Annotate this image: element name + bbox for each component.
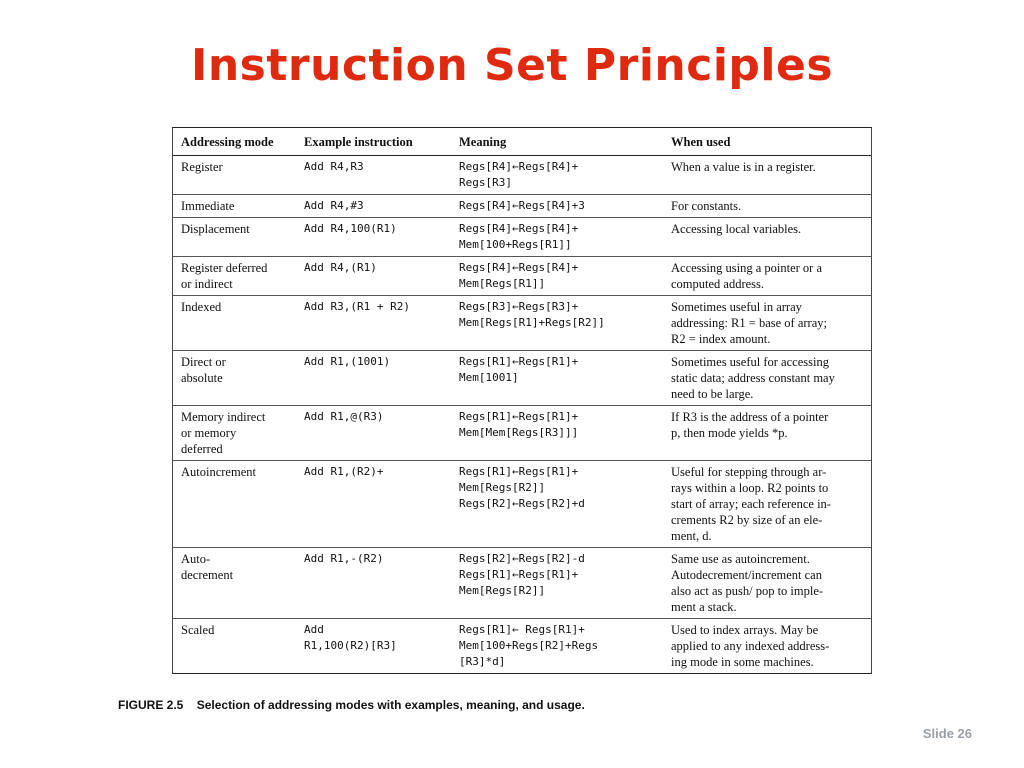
cell-example-line: Add R1,-(R2) — [304, 552, 384, 565]
cell-when-used-line: Autodecrement/increment can — [671, 568, 822, 582]
cell-example-line: R1,100(R2)[R3] — [304, 639, 397, 652]
cell-example-line: Add R3,(R1 + R2) — [304, 300, 410, 313]
cell-meaning-line: Regs[R4]←Regs[R4]+3 — [459, 199, 585, 212]
cell-when-used-line: Sometimes useful in array — [671, 300, 802, 314]
cell-example — [296, 619, 451, 674]
cell-meaning — [451, 461, 663, 548]
cell-mode-line: Displacement — [181, 222, 250, 236]
cell-example-line: Add R4,100(R1) — [304, 222, 397, 235]
cell-when-used-line: static data; address constant may — [671, 371, 835, 385]
cell-meaning-line: Mem[Mem[Regs[R3]]] — [459, 426, 579, 439]
cell-when-used — [663, 351, 871, 406]
cell-when-used-line: If R3 is the address of a pointer — [671, 410, 829, 424]
cell-mode — [173, 619, 296, 674]
cell-mode — [173, 461, 296, 548]
cell-mode — [173, 548, 296, 619]
figure-caption-text: Selection of addressing modes with examples, meaning, and usage. — [196, 698, 585, 712]
cell-meaning-line: [R3]*d] — [459, 655, 506, 668]
cell-mode — [173, 406, 296, 461]
cell-when-used-line: computed address. — [671, 277, 765, 291]
cell-example — [296, 296, 451, 351]
cell-mode-line: Direct or — [181, 355, 226, 369]
cell-mode — [173, 257, 296, 296]
cell-meaning — [451, 619, 663, 674]
cell-when-used-line: start of array; each reference in- — [671, 497, 831, 511]
cell-meaning-line: Mem[1001] — [459, 371, 519, 384]
cell-meaning-line: Regs[R2]←Regs[R2]-d — [459, 552, 585, 565]
cell-meaning-line: Regs[R4]←Regs[R4]+ — [459, 222, 579, 235]
cell-meaning-line: Mem[100+Regs[R1]] — [459, 238, 572, 251]
cell-when-used — [663, 195, 871, 218]
figure-number: FIGURE 2.5 — [118, 698, 184, 712]
cell-mode-line: decrement — [181, 568, 234, 582]
figure-caption — [118, 698, 585, 712]
cell-meaning — [451, 406, 663, 461]
cell-when-used — [663, 257, 871, 296]
cell-example-line: Add R1,@(R3) — [304, 410, 384, 423]
cell-meaning-line: Mem[Regs[R2]] — [459, 584, 546, 597]
cell-meaning — [451, 296, 663, 351]
cell-meaning-line: Regs[R4]←Regs[R4]+ — [459, 261, 579, 274]
cell-meaning-line: Regs[R1]←Regs[R1]+ — [459, 465, 579, 478]
cell-example — [296, 156, 451, 195]
cell-when-used-line: crements R2 by size of an ele- — [671, 513, 823, 527]
cell-meaning-line: Regs[R3]←Regs[R3]+ — [459, 300, 579, 313]
cell-meaning-line: Regs[R1]←Regs[R1]+ — [459, 355, 579, 368]
slide-title: Instruction Set Principles — [190, 40, 834, 91]
cell-when-used-line: Sometimes useful for accessing — [671, 355, 829, 369]
table-row — [173, 351, 871, 406]
cell-meaning-line: Regs[R1]← Regs[R1]+ — [459, 623, 585, 636]
cell-meaning — [451, 218, 663, 257]
cell-mode-line: Autoincrement — [181, 465, 256, 479]
cell-mode-line: or memory — [181, 426, 237, 440]
cell-mode — [173, 218, 296, 257]
table-body — [173, 156, 871, 674]
table-row — [173, 257, 871, 296]
cell-mode-line: Auto- — [181, 552, 211, 566]
cell-when-used-line: addressing: R1 = base of array; — [671, 316, 827, 330]
cell-mode-line: Indexed — [181, 300, 222, 314]
cell-when-used-line: Accessing local variables. — [671, 222, 802, 236]
cell-when-used-line: R2 = index amount. — [671, 332, 771, 346]
cell-example — [296, 257, 451, 296]
header-meaning: Meaning — [459, 135, 507, 149]
cell-when-used-line: ing mode in some machines. — [671, 655, 814, 669]
cell-meaning — [451, 257, 663, 296]
cell-meaning — [451, 156, 663, 195]
cell-mode-line: or indirect — [181, 277, 233, 291]
cell-when-used — [663, 156, 871, 195]
cell-when-used-line: When a value is in a register. — [671, 160, 816, 174]
cell-mode-line: deferred — [181, 442, 223, 456]
cell-mode — [173, 296, 296, 351]
cell-when-used — [663, 218, 871, 257]
cell-meaning-line: Regs[R1]←Regs[R1]+ — [459, 568, 579, 581]
table-row — [173, 548, 871, 619]
cell-mode-line: Register — [181, 160, 223, 174]
cell-mode — [173, 351, 296, 406]
cell-mode-line: Register deferred — [181, 261, 268, 275]
cell-when-used-line: p, then mode yields *p. — [671, 426, 788, 440]
table-row — [173, 195, 871, 218]
table-row — [173, 218, 871, 257]
cell-example — [296, 406, 451, 461]
cell-when-used — [663, 619, 871, 674]
header-example-instruction: Example instruction — [304, 135, 413, 149]
cell-meaning-line: Mem[Regs[R1]] — [459, 277, 546, 290]
cell-meaning-line: Regs[R3] — [459, 176, 512, 189]
cell-when-used-line: need to be large. — [671, 387, 754, 401]
cell-when-used-line: Useful for stepping through ar- — [671, 465, 827, 479]
cell-when-used-line: rays within a loop. R2 points to — [671, 481, 829, 495]
header-addressing-mode: Addressing mode — [181, 135, 274, 149]
table-row — [173, 156, 871, 195]
cell-meaning — [451, 195, 663, 218]
cell-mode-line: Immediate — [181, 199, 235, 213]
table-header-row — [173, 128, 871, 156]
cell-example-line: Add R4,#3 — [304, 199, 364, 212]
cell-example — [296, 218, 451, 257]
table-row — [173, 406, 871, 461]
cell-when-used-line: ment, d. — [671, 529, 712, 543]
cell-when-used — [663, 406, 871, 461]
cell-when-used-line: applied to any indexed address- — [671, 639, 830, 653]
cell-meaning-line: Regs[R1]←Regs[R1]+ — [459, 410, 579, 423]
table-row — [173, 619, 871, 674]
cell-mode-line: absolute — [181, 371, 223, 385]
cell-mode-line: Memory indirect — [181, 410, 266, 424]
cell-meaning-line: Mem[100+Regs[R2]+Regs — [459, 639, 599, 652]
slide-number: Slide 26 — [922, 726, 972, 741]
cell-example-line: Add R4,R3 — [304, 160, 364, 173]
cell-when-used-line: Used to index arrays. May be — [671, 623, 819, 637]
table-row — [173, 296, 871, 351]
table-row — [173, 461, 871, 548]
cell-when-used — [663, 461, 871, 548]
cell-when-used-line: also act as push/ pop to imple- — [671, 584, 824, 598]
cell-meaning-line: Mem[Regs[R2]] — [459, 481, 546, 494]
cell-mode-line: Scaled — [181, 623, 215, 637]
header-when-used: When used — [671, 135, 731, 149]
cell-when-used-line: Accessing using a pointer or a — [671, 261, 823, 275]
cell-meaning-line: Mem[Regs[R1]+Regs[R2]] — [459, 316, 605, 329]
cell-when-used-line: For constants. — [671, 199, 742, 213]
cell-example — [296, 548, 451, 619]
cell-when-used — [663, 296, 871, 351]
cell-mode — [173, 195, 296, 218]
cell-example-line: Add R1,(R2)+ — [304, 465, 384, 478]
cell-example-line: Add R4,(R1) — [304, 261, 377, 274]
cell-example — [296, 461, 451, 548]
cell-meaning — [451, 351, 663, 406]
cell-example-line: Add — [304, 623, 324, 636]
cell-example-line: Add R1,(1001) — [304, 355, 391, 368]
addressing-modes-table — [172, 127, 872, 674]
cell-example — [296, 351, 451, 406]
cell-when-used — [663, 548, 871, 619]
cell-when-used-line: Same use as autoincrement. — [671, 552, 810, 566]
cell-meaning — [451, 548, 663, 619]
cell-when-used-line: ment a stack. — [671, 600, 737, 614]
cell-mode — [173, 156, 296, 195]
cell-example — [296, 195, 451, 218]
cell-meaning-line: Regs[R2]←Regs[R2]+d — [459, 497, 585, 510]
cell-meaning-line: Regs[R4]←Regs[R4]+ — [459, 160, 579, 173]
